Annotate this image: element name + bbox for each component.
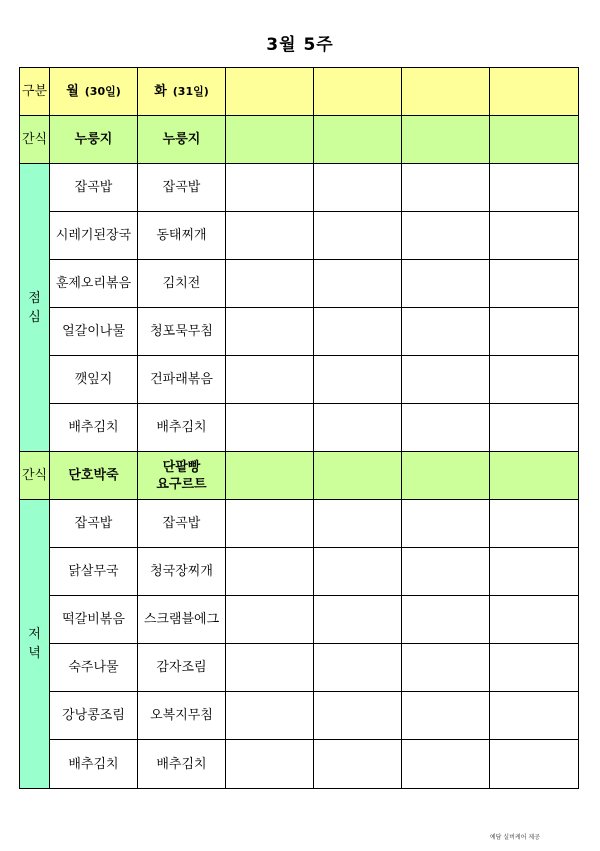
weekly-menu-table [19, 67, 579, 789]
snack-row-afternoon [20, 452, 579, 500]
day-header-empty [226, 68, 314, 116]
menu-cell-empty [314, 164, 402, 212]
menu-cell-empty [402, 116, 490, 164]
menu-cell: 배추김치 [50, 404, 138, 452]
menu-cell: 강낭콩조림 [50, 692, 138, 740]
menu-cell-empty [226, 116, 314, 164]
day-header-tuesday: 화 (31일) [138, 68, 226, 116]
menu-cell-empty [314, 644, 402, 692]
menu-cell-empty [490, 116, 579, 164]
lunch-row [20, 260, 579, 308]
menu-cell-empty [490, 692, 579, 740]
menu-cell-empty [226, 548, 314, 596]
menu-cell: 청국장찌개 [138, 548, 226, 596]
menu-cell-empty [490, 740, 579, 789]
lunch-row [20, 404, 579, 452]
menu-cell-empty [226, 644, 314, 692]
menu-cell-empty [226, 404, 314, 452]
footer-credit: 예담 실버케어 제공 [489, 834, 540, 841]
menu-cell: 깻잎지 [50, 356, 138, 404]
dinner-row [20, 548, 579, 596]
menu-cell-empty [314, 116, 402, 164]
menu-cell-empty [490, 644, 579, 692]
category-header: 구분 [20, 68, 50, 116]
menu-cell: 김치전 [138, 260, 226, 308]
menu-cell: 감자조림 [138, 644, 226, 692]
menu-cell: 잡곡밥 [50, 164, 138, 212]
day-header-empty [490, 68, 579, 116]
menu-cell-empty [402, 356, 490, 404]
menu-cell: 단팥빵 요구르트 [138, 452, 226, 500]
lunch-row [20, 356, 579, 404]
menu-cell: 떡갈비볶음 [50, 596, 138, 644]
menu-cell-empty [226, 596, 314, 644]
menu-cell: 숙주나물 [50, 644, 138, 692]
menu-cell-empty [314, 356, 402, 404]
header-row [20, 68, 579, 116]
menu-cell-empty [490, 452, 579, 500]
menu-cell-empty [314, 452, 402, 500]
snack-label: 간식 [20, 452, 50, 500]
menu-cell-empty [402, 500, 490, 548]
menu-cell: 잡곡밥 [50, 500, 138, 548]
menu-cell-empty [226, 308, 314, 356]
lunch-row [20, 164, 579, 212]
snack-label: 간식 [20, 116, 50, 164]
lunch-label: 점심 [20, 164, 50, 452]
day-header-empty [314, 68, 402, 116]
menu-cell-empty [314, 596, 402, 644]
menu-cell-empty [226, 692, 314, 740]
menu-cell: 청포묵무침 [138, 308, 226, 356]
day-header-monday: 월 (30일) [50, 68, 138, 116]
snack-row-morning [20, 116, 579, 164]
menu-cell-empty [402, 260, 490, 308]
menu-cell-empty [490, 260, 579, 308]
menu-cell: 닭살무국 [50, 548, 138, 596]
menu-cell: 잡곡밥 [138, 500, 226, 548]
menu-cell-empty [402, 692, 490, 740]
menu-cell: 단호박죽 [50, 452, 138, 500]
menu-cell-empty [402, 452, 490, 500]
menu-cell-empty [490, 212, 579, 260]
menu-cell-empty [226, 500, 314, 548]
menu-cell-empty [314, 404, 402, 452]
menu-cell-empty [402, 212, 490, 260]
lunch-row [20, 212, 579, 260]
menu-cell: 누룽지 [50, 116, 138, 164]
menu-cell: 오복지무침 [138, 692, 226, 740]
lunch-row [20, 308, 579, 356]
dinner-row [20, 500, 579, 548]
menu-cell: 스크램블에그 [138, 596, 226, 644]
menu-cell: 건파래볶음 [138, 356, 226, 404]
menu-cell: 얼갈이나물 [50, 308, 138, 356]
menu-cell-empty [314, 500, 402, 548]
menu-cell-empty [402, 548, 490, 596]
menu-cell-empty [226, 260, 314, 308]
menu-cell: 누룽지 [138, 116, 226, 164]
menu-cell-empty [314, 692, 402, 740]
menu-cell-empty [402, 308, 490, 356]
menu-cell-empty [314, 548, 402, 596]
menu-cell-empty [402, 644, 490, 692]
menu-cell-empty [490, 308, 579, 356]
menu-cell-empty [314, 740, 402, 789]
menu-cell: 배추김치 [138, 404, 226, 452]
menu-cell-empty [490, 596, 579, 644]
menu-cell-empty [226, 356, 314, 404]
menu-cell-empty [490, 164, 579, 212]
day-header-empty [402, 68, 490, 116]
menu-cell-empty [490, 500, 579, 548]
menu-cell-empty [314, 212, 402, 260]
menu-cell: 훈제오리볶음 [50, 260, 138, 308]
dinner-row [20, 740, 579, 789]
dinner-row [20, 596, 579, 644]
dinner-row [20, 644, 579, 692]
page-title: 3월 5주 [266, 35, 334, 55]
menu-cell-empty [226, 740, 314, 789]
menu-cell-empty [226, 212, 314, 260]
menu-cell-empty [490, 404, 579, 452]
menu-cell-empty [402, 596, 490, 644]
menu-cell: 배추김치 [50, 740, 138, 789]
menu-cell-empty [226, 164, 314, 212]
menu-cell-empty [402, 740, 490, 789]
dinner-label: 저녁 [20, 500, 50, 789]
menu-cell: 잡곡밥 [138, 164, 226, 212]
menu-cell: 배추김치 [138, 740, 226, 789]
menu-cell: 동태찌개 [138, 212, 226, 260]
menu-cell-empty [490, 356, 579, 404]
menu-cell-empty [490, 548, 579, 596]
menu-cell-empty [314, 260, 402, 308]
menu-cell-empty [226, 452, 314, 500]
menu-cell: 시레기된장국 [50, 212, 138, 260]
dinner-row [20, 692, 579, 740]
menu-cell-empty [402, 404, 490, 452]
menu-cell-empty [314, 308, 402, 356]
menu-cell-empty [402, 164, 490, 212]
